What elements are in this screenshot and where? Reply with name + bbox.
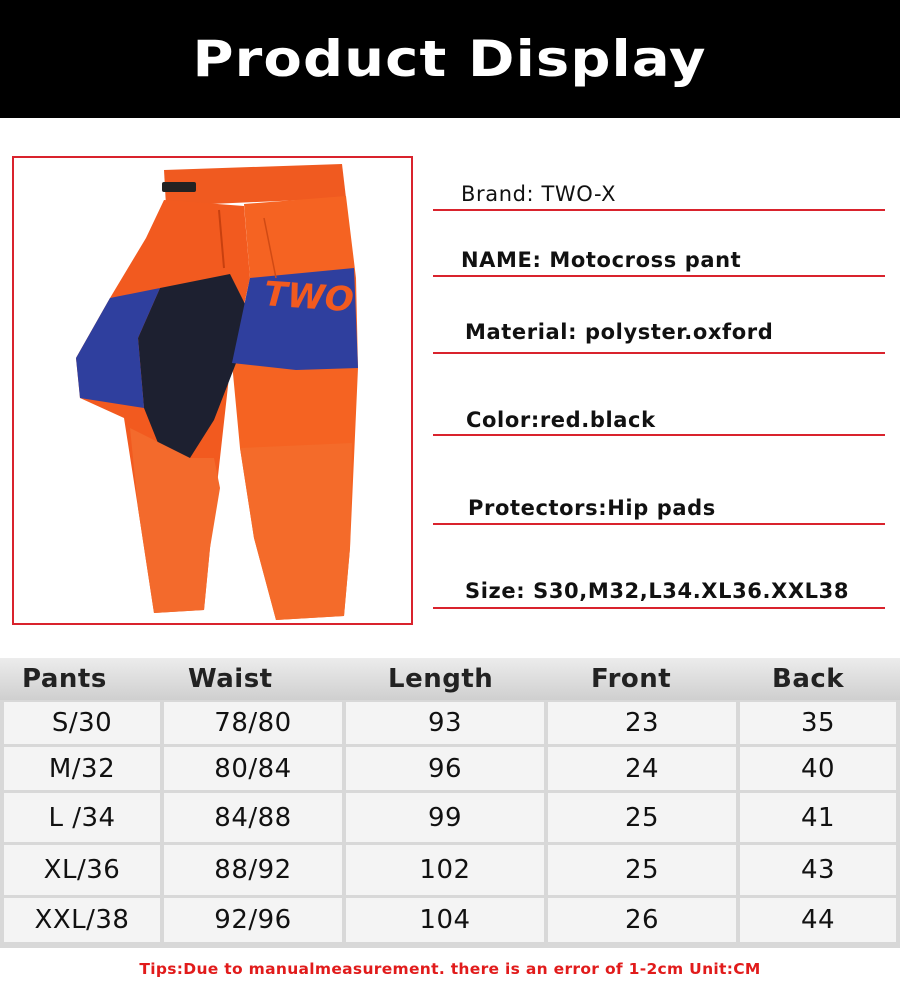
size-table: [0, 658, 900, 948]
table-cell: 25: [548, 793, 736, 842]
table-row-label: XL/36: [4, 845, 160, 895]
product-image: [14, 158, 411, 623]
table-header-cell: Front: [591, 664, 672, 694]
table-cell: 92/96: [164, 898, 342, 942]
buckle-icon: [162, 182, 196, 192]
table-cell: 80/84: [164, 747, 342, 790]
table-cell: 35: [740, 702, 896, 744]
table-row-label: L /34: [4, 793, 160, 842]
table-cell: 41: [740, 793, 896, 842]
spec-brand: Brand: TWO-X: [461, 182, 617, 206]
brand-logo: TWO: [262, 274, 355, 321]
table-cell: 88/92: [164, 845, 342, 895]
table-cell: 40: [740, 747, 896, 790]
spec-divider: [433, 275, 885, 277]
spec-divider: [433, 352, 885, 354]
table-row-label: XXL/38: [4, 898, 160, 942]
table-cell: 26: [548, 898, 736, 942]
table-header-cell: Waist: [188, 664, 273, 694]
table-cell: 93: [346, 702, 544, 744]
table-header-cell: Pants: [22, 664, 107, 694]
table-cell: 104: [346, 898, 544, 942]
spec-material: Material: polyster.oxford: [465, 320, 774, 344]
spec-divider: [433, 607, 885, 609]
table-cell: 99: [346, 793, 544, 842]
product-photo-frame: [12, 156, 413, 625]
spec-divider: [433, 523, 885, 525]
table-cell: 84/88: [164, 793, 342, 842]
table-cell: 23: [548, 702, 736, 744]
table-cell: 43: [740, 845, 896, 895]
spec-name: NAME: Motocross pant: [461, 248, 742, 272]
table-header-cell: Back: [772, 664, 845, 694]
spec-color: Color:red.black: [466, 408, 656, 432]
table-cell: 78/80: [164, 702, 342, 744]
table-cell: 102: [346, 845, 544, 895]
spec-divider: [433, 209, 885, 211]
table-cell: 24: [548, 747, 736, 790]
table-cell: 96: [346, 747, 544, 790]
tips-note: Tips:Due to manualmeasurement. there is an error of 1-2cm Unit:CM: [139, 960, 761, 978]
spec-divider: [433, 434, 885, 436]
table-cell: 25: [548, 845, 736, 895]
table-row-label: M/32: [4, 747, 160, 790]
table-header-row: [0, 658, 900, 700]
spec-size: Size: S30,M32,L34.XL36.XXL38: [465, 579, 850, 603]
table-header-cell: Length: [388, 664, 494, 694]
spec-protectors: Protectors:Hip pads: [468, 496, 716, 520]
table-cell: 44: [740, 898, 896, 942]
table-row-label: S/30: [4, 702, 160, 744]
page-title: Product Display: [192, 30, 708, 88]
header-banner: [0, 0, 900, 118]
